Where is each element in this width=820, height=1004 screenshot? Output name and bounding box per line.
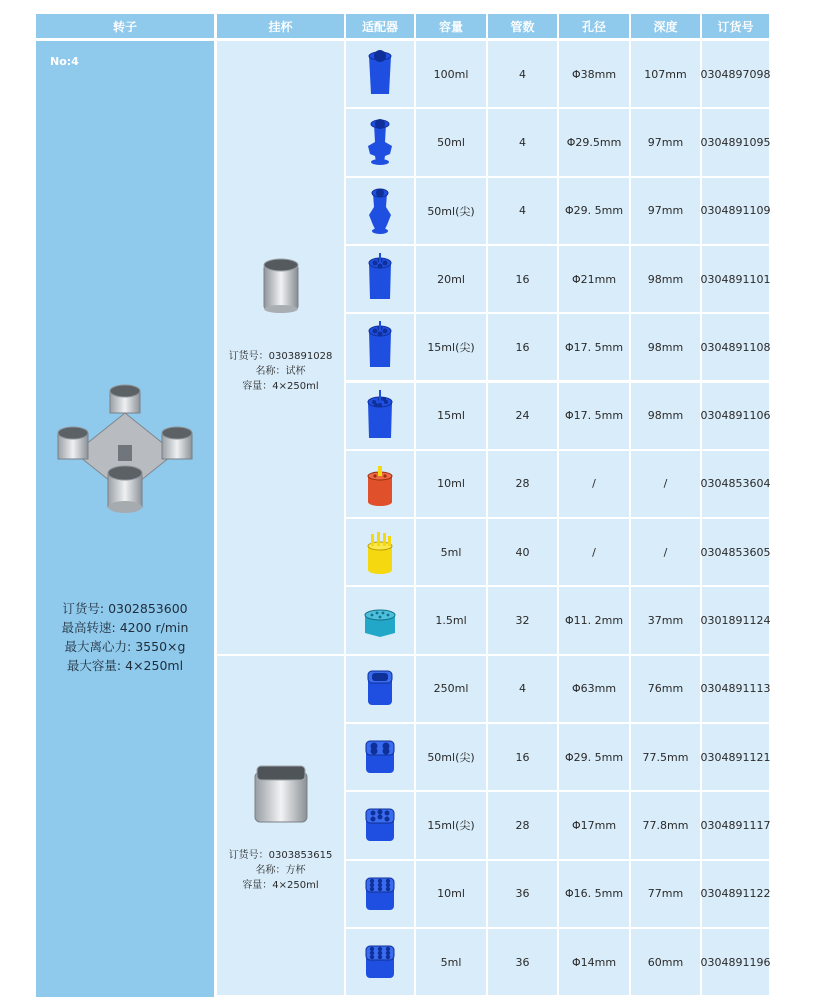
bore-cell: Φ17. 5mm (559, 383, 629, 449)
order-no-cell: 0304891122 (702, 861, 769, 927)
header-bore: 孔径 (559, 14, 629, 38)
adapter-cell (346, 724, 414, 790)
rotor-spec-line (36, 618, 214, 637)
order-no-cell: 0304897098 (702, 41, 769, 107)
header-bucket: 挂杯 (217, 14, 344, 38)
order-no-cell: 0304891108 (702, 314, 769, 380)
bucket-group-round (217, 41, 344, 654)
capacity-cell: 10ml (416, 861, 486, 927)
depth-cell: 98mm (631, 383, 700, 449)
bore-cell: Φ17. 5mm (559, 314, 629, 380)
tubes-cell: 4 (488, 109, 557, 175)
order-no-cell: 0301891124 (702, 587, 769, 653)
spec-value: 0302853600 (108, 601, 188, 616)
bucket-info (217, 349, 344, 394)
adapter-blue-flanged-icon (360, 116, 400, 168)
bore-cell: Φ29. 5mm (559, 724, 629, 790)
capacity-cell: 5ml (416, 929, 486, 995)
bore-cell: Φ14mm (559, 929, 629, 995)
bore-cell: Φ11. 2mm (559, 587, 629, 653)
depth-cell: 97mm (631, 109, 700, 175)
bore-cell: Φ21mm (559, 246, 629, 312)
capacity-cell: 1.5ml (416, 587, 486, 653)
rotor-number: No:4 (50, 55, 79, 68)
adapter-cell (346, 587, 414, 653)
tubes-cell: 36 (488, 929, 557, 995)
bore-cell: Φ16. 5mm (559, 861, 629, 927)
depth-cell: 76mm (631, 656, 700, 722)
adapter-cell (346, 109, 414, 175)
bore-cell: Φ63mm (559, 656, 629, 722)
depth-cell: 77.8mm (631, 792, 700, 858)
adapter-square-4hole-icon (360, 731, 400, 783)
order-no-cell: 0304891113 (702, 656, 769, 722)
depth-cell: 97mm (631, 178, 700, 244)
order-no-cell: 0304853605 (702, 519, 769, 585)
header-tubes: 管数 (488, 14, 557, 38)
adapter-cell (346, 383, 414, 449)
spec-label: 订货号: (62, 601, 105, 616)
adapter-yellow-icon (360, 526, 400, 578)
adapter-square-7hole-icon (360, 799, 400, 851)
header-rotor: 转子 (36, 14, 214, 38)
adapter-cell (346, 246, 414, 312)
tubes-cell: 36 (488, 861, 557, 927)
tubes-cell: 24 (488, 383, 557, 449)
round-cup-icon (261, 257, 301, 313)
spec-value: 4200 r/min (119, 620, 189, 635)
adapter-cell (346, 451, 414, 517)
spec-value: 3550×g (135, 639, 186, 654)
bucket-info-line: 容量：4×250ml (242, 879, 319, 891)
adapter-cell (346, 861, 414, 927)
rotor-spec-line (36, 637, 214, 656)
capacity-cell: 5ml (416, 519, 486, 585)
capacity-cell: 10ml (416, 451, 486, 517)
order-no-cell: 0304891106 (702, 383, 769, 449)
bore-cell: Φ29.5mm (559, 109, 629, 175)
bucket-info-line: 订货号：0303853615 (228, 849, 333, 861)
adapter-blue-4hole-conical-icon (360, 321, 400, 373)
depth-cell: 107mm (631, 41, 700, 107)
adapter-red-icon (360, 458, 400, 510)
rotor-image-icon (50, 383, 200, 523)
rotor-spec-line (36, 599, 214, 618)
header-adapter: 适配器 (346, 14, 414, 38)
order-no-cell: 0304891117 (702, 792, 769, 858)
rotor-panel (36, 41, 214, 997)
capacity-cell: 100ml (416, 41, 486, 107)
order-no-cell: 0304891101 (702, 246, 769, 312)
capacity-cell: 15ml(尖) (416, 792, 486, 858)
depth-cell: / (631, 451, 700, 517)
depth-cell: 37mm (631, 587, 700, 653)
order-no-cell: 0304891109 (702, 178, 769, 244)
adapter-cell (346, 314, 414, 380)
adapter-cell (346, 41, 414, 107)
tubes-cell: 16 (488, 246, 557, 312)
adapter-blue-4hole-icon (360, 253, 400, 305)
adapter-blue-6hole-icon (360, 390, 400, 442)
capacity-cell: 50ml (416, 109, 486, 175)
square-cup-icon (251, 762, 311, 826)
spec-label: 最高转速: (61, 620, 116, 635)
capacity-cell: 50ml(尖) (416, 724, 486, 790)
capacity-cell: 15ml (416, 383, 486, 449)
tubes-cell: 40 (488, 519, 557, 585)
adapter-cell (346, 178, 414, 244)
capacity-cell: 15ml(尖) (416, 314, 486, 380)
rotor-specs (36, 599, 214, 675)
adapter-cell (346, 656, 414, 722)
adapter-cell (346, 792, 414, 858)
bore-cell: Φ29. 5mm (559, 178, 629, 244)
header-capacity: 容量 (416, 14, 486, 38)
depth-cell: 60mm (631, 929, 700, 995)
bucket-group-square (217, 656, 344, 996)
order-no-cell: 0304853604 (702, 451, 769, 517)
depth-cell: 98mm (631, 314, 700, 380)
capacity-cell: 250ml (416, 656, 486, 722)
order-no-cell: 0304891121 (702, 724, 769, 790)
depth-cell: 77mm (631, 861, 700, 927)
spec-label: 最大容量: (66, 658, 122, 673)
bore-cell: Φ17mm (559, 792, 629, 858)
spec-label: 最大离心力: (64, 639, 132, 654)
adapter-blue-conical-icon (360, 185, 400, 237)
bucket-info-line: 容量：4×250ml (242, 381, 319, 392)
spec-table (36, 14, 770, 994)
header-order-no: 订货号 (702, 14, 769, 38)
capacity-cell: 50ml(尖) (416, 178, 486, 244)
adapter-square-open-icon (360, 663, 400, 715)
tubes-cell: 4 (488, 41, 557, 107)
depth-cell: / (631, 519, 700, 585)
rotor-spec-line (36, 656, 214, 675)
tubes-cell: 16 (488, 314, 557, 380)
adapter-cell (346, 519, 414, 585)
adapter-square-9hole-small-icon (360, 936, 400, 988)
order-no-cell: 0304891196 (702, 929, 769, 995)
tubes-cell: 28 (488, 792, 557, 858)
tubes-cell: 4 (488, 178, 557, 244)
bucket-info (217, 848, 344, 893)
tubes-cell: 32 (488, 587, 557, 653)
adapter-square-9hole-icon (360, 868, 400, 920)
order-no-cell: 0304891095 (702, 109, 769, 175)
bucket-info-line: 名称：试杯 (255, 366, 306, 377)
tubes-cell: 16 (488, 724, 557, 790)
adapter-blue-large-icon (360, 48, 400, 100)
adapter-teal-icon (360, 595, 400, 647)
spec-value: 4×250ml (125, 658, 184, 673)
bore-cell: / (559, 519, 629, 585)
bucket-info-line: 订货号：0303891028 (228, 351, 333, 362)
depth-cell: 77.5mm (631, 724, 700, 790)
adapter-cell (346, 929, 414, 995)
capacity-cell: 20ml (416, 246, 486, 312)
tubes-cell: 4 (488, 656, 557, 722)
bore-cell: Φ38mm (559, 41, 629, 107)
depth-cell: 98mm (631, 246, 700, 312)
bucket-info-line: 名称：方杯 (255, 864, 306, 876)
header-depth: 深度 (631, 14, 700, 38)
tubes-cell: 28 (488, 451, 557, 517)
bore-cell: / (559, 451, 629, 517)
